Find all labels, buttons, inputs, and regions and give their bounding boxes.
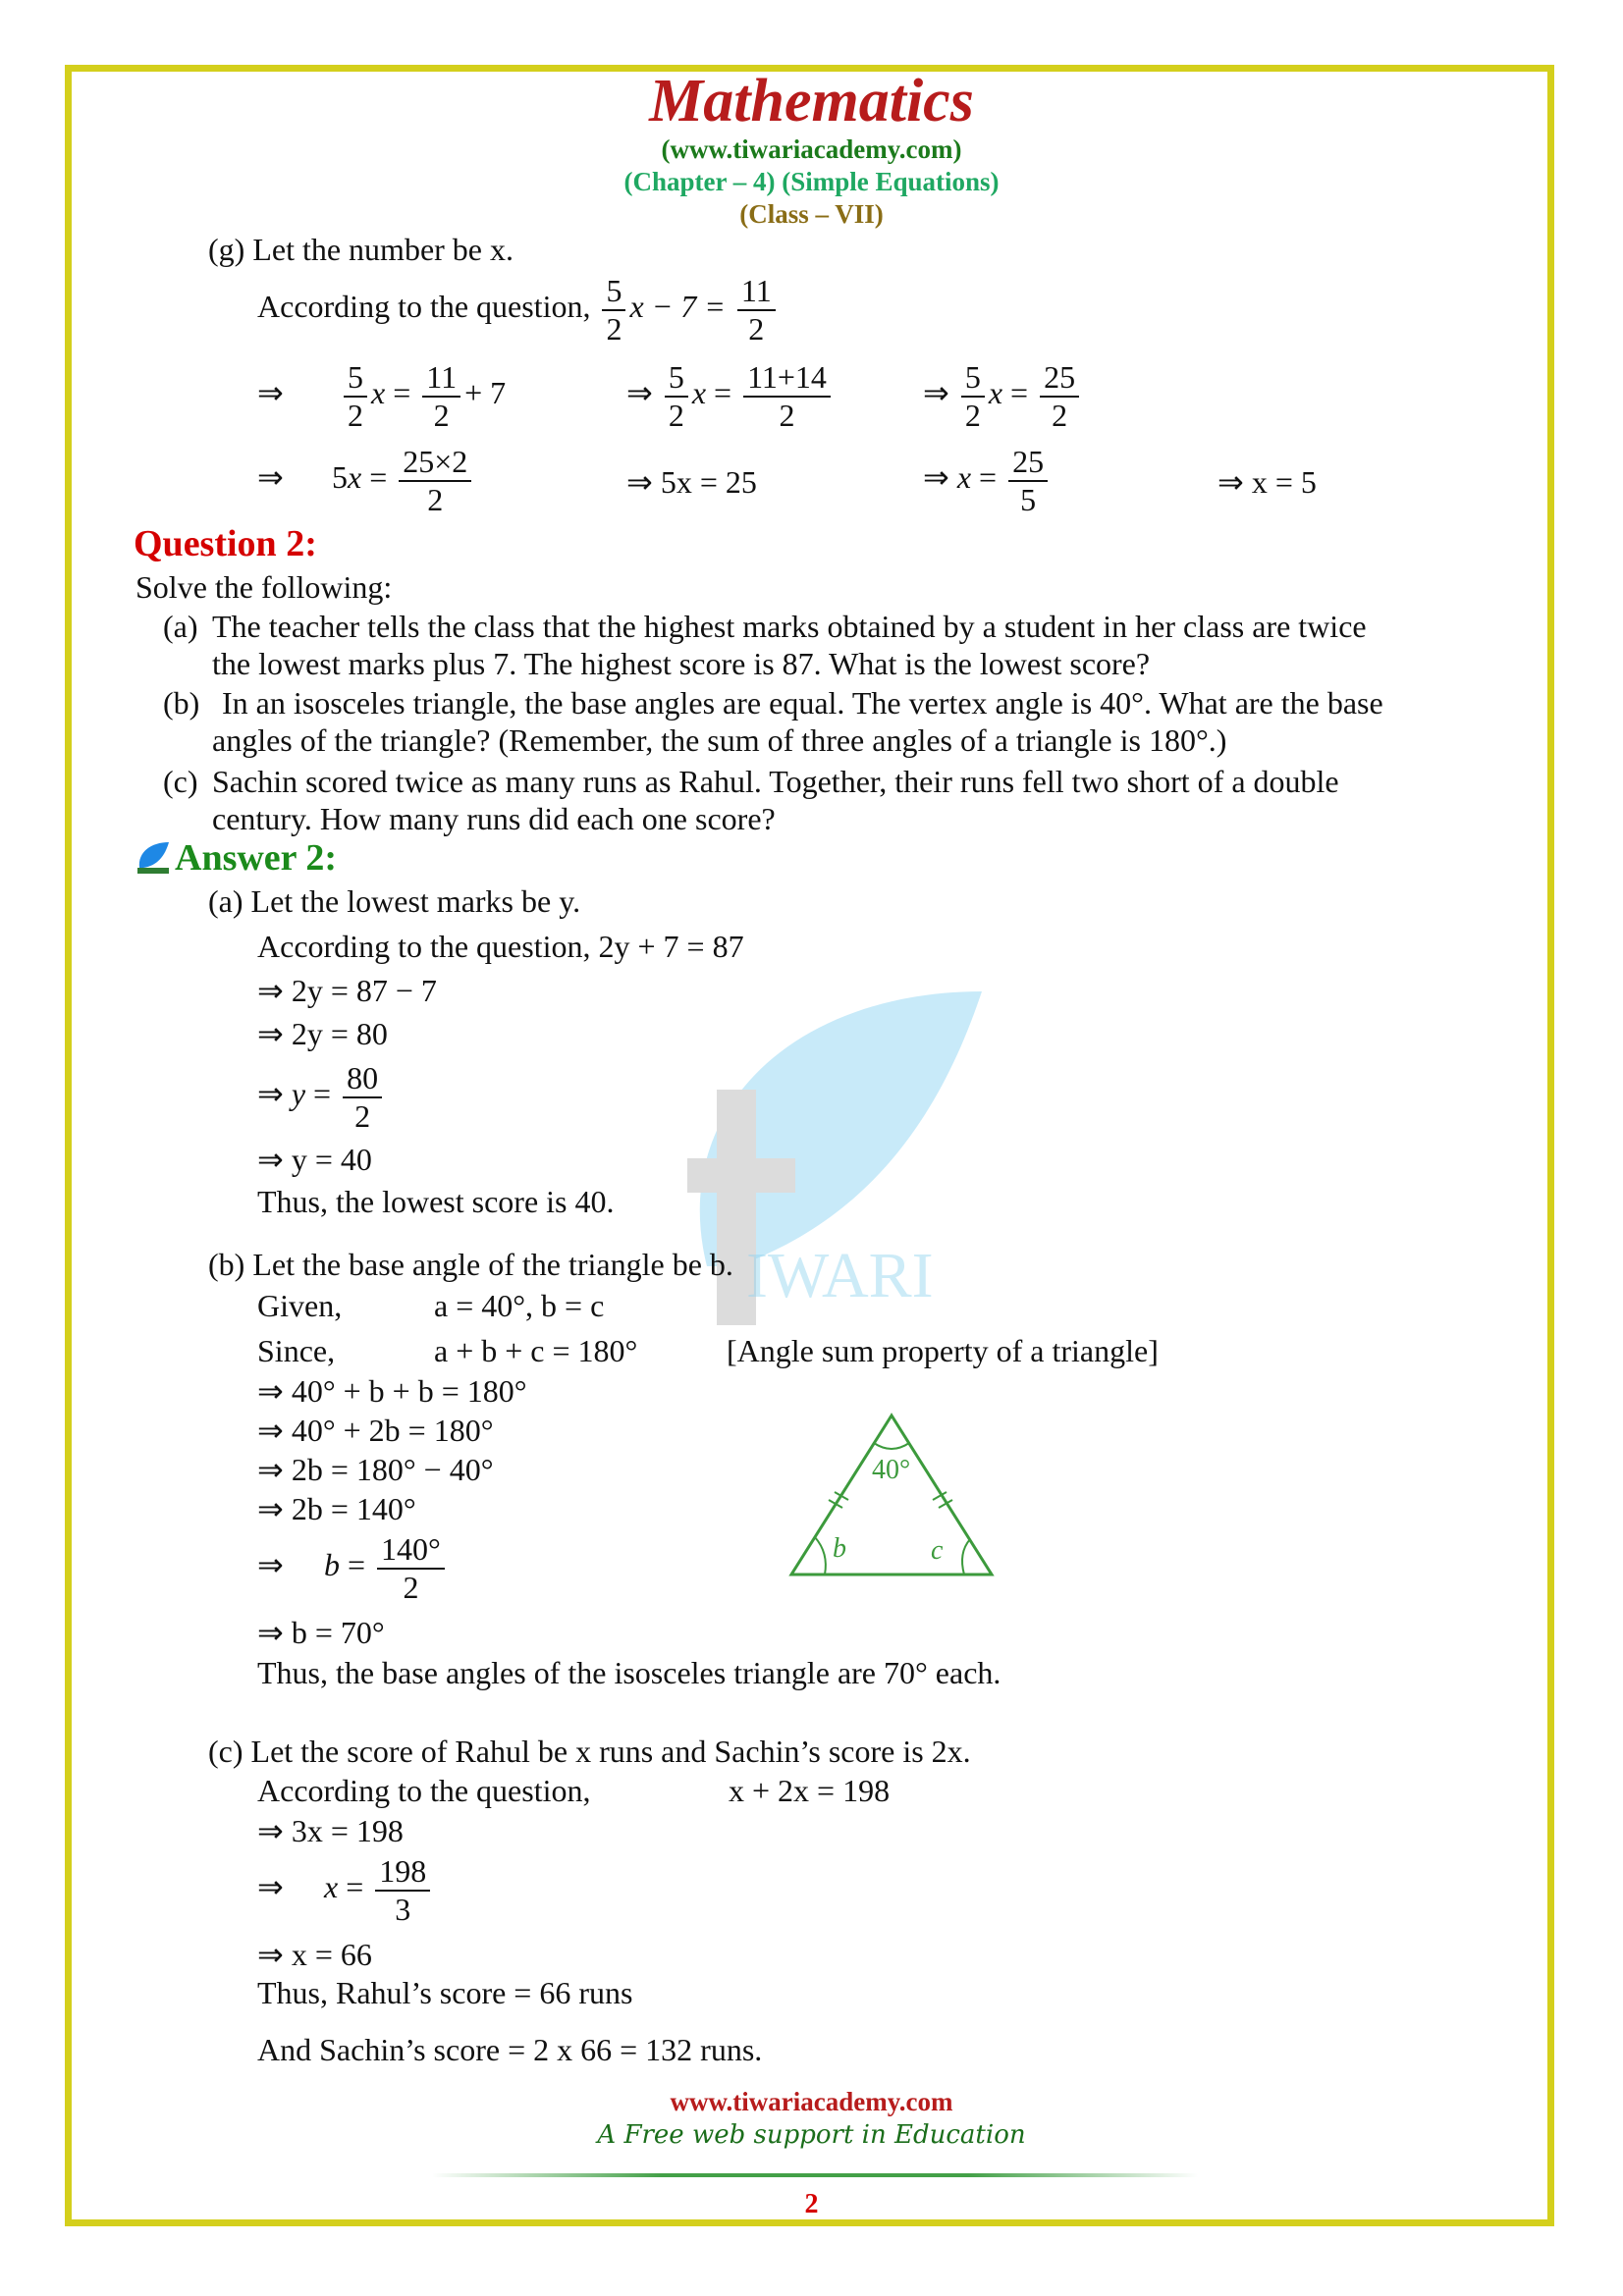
answer-a-step-2: ⇒ 2y = 80 (257, 1016, 388, 1051)
answer-a-conclusion: Thus, the lowest score is 40. (257, 1184, 615, 1219)
question-c-label: (c) (163, 764, 198, 799)
answer-c-conclusion-2: And Sachin’s score = 2 x 66 = 132 runs. (257, 2032, 763, 2067)
answer-c-equation: x + 2x = 198 (729, 1773, 891, 1808)
answer-c-intro: (c) Let the score of Rahul be x runs and Sachin’s score is 2x. (208, 1734, 971, 1769)
answer-a-intro: (a) Let the lowest marks be y. (208, 883, 581, 919)
answer-b-given: a = 40°, b = c (434, 1288, 605, 1323)
header-class: (Class – VII) (739, 199, 884, 229)
watermark-text: IWARI (746, 1240, 934, 1311)
part-g-intro: (g) Let the number be x. (208, 232, 514, 267)
answer-c-conclusion-1: Thus, Rahul’s score = 66 runs (257, 1975, 633, 2010)
page-title: Mathematics (649, 68, 974, 134)
part-g-step-5: ⇒ 5x = 25 (626, 464, 757, 500)
triangle-vertex-label: 40° (872, 1455, 911, 1485)
question-a-line-2: the lowest marks plus 7. The highest score is 87. What is the lowest score? (212, 646, 1151, 681)
header-website: (www.tiwariacademy.com) (661, 134, 962, 164)
part-g-step-6: ⇒ x = $\frac{25}{5}$ (923, 444, 1052, 518)
part-g-equation: According to the question, $\frac{5}{2}$ x − 7 = $\frac{11}{2}$ (257, 273, 780, 347)
part-g-step-3: ⇒ $\frac{5}{2}$ x = $\frac{25}{2}$ (923, 359, 1083, 434)
answer-b-since: a + b + c = 180° (434, 1333, 638, 1368)
part-g-step-7: ⇒ x = 5 (1217, 464, 1317, 500)
triangle-diagram (782, 1410, 1003, 1591)
answer-a-step-4: ⇒ y = 40 (257, 1142, 372, 1177)
answer-heading: Answer 2: (175, 837, 338, 879)
answer-c-step-3: ⇒ x = 66 (257, 1937, 372, 1972)
answer-a-step-1: ⇒ 2y = 87 − 7 (257, 973, 437, 1008)
part-g-step-1: ⇒ $\frac{5}{2}$ x = $\frac{11}{2}$ + 7 (257, 359, 507, 433)
question-heading: Question 2: (134, 523, 317, 564)
question-b-line-1: In an isosceles triangle, the base angles are equal. The vertex angle is 40°. What are the base (222, 685, 1383, 721)
page-number: 2 (804, 2189, 819, 2219)
question-c-line-1: Sachin scored twice as many runs as Rahul. Together, their runs fell two short of a double (212, 764, 1339, 799)
answer-logo-icon (135, 840, 171, 881)
answer-a-step-3: ⇒ y = $\frac{80}{2}$ (257, 1060, 386, 1135)
answer-b-conclusion: Thus, the base angles of the isosceles triangle are 70° each. (257, 1655, 1001, 1690)
answer-a-according: According to the question, 2y + 7 = 87 (257, 929, 744, 964)
question-b-line-2: angles of the triangle? (Remember, the sum of three angles of a triangle is 180°.) (212, 722, 1227, 758)
footer-divider (432, 2173, 1198, 2177)
question-a-label: (a) (163, 609, 198, 644)
footer-tagline: A Free web support in Education (597, 2120, 1026, 2150)
question-b-label: (b) (163, 685, 200, 721)
part-g-step-2: ⇒ $\frac{5}{2}$ x = $\frac{11+14}{2}$ (626, 359, 835, 434)
answer-b-property: [Angle sum property of a triangle] (727, 1333, 1159, 1368)
answer-c-according: According to the question, (257, 1773, 591, 1808)
answer-b-step-4: ⇒ 2b = 140° (257, 1491, 416, 1526)
answer-b-step-5: ⇒ b = $\frac{140^\circ}{2}$ (257, 1531, 449, 1606)
answer-b-given-label: Given, (257, 1288, 343, 1323)
answer-b-step-1: ⇒ 40° + b + b = 180° (257, 1373, 527, 1409)
answer-b-intro: (b) Let the base angle of the triangle be b. (208, 1247, 733, 1282)
question-c-line-2: century. How many runs did each one score? (212, 801, 776, 836)
triangle-base-c-label: c (931, 1535, 944, 1566)
answer-c-step-1: ⇒ 3x = 198 (257, 1813, 404, 1848)
according-text: According to the question, (257, 289, 591, 325)
footer-website[interactable]: www.tiwariacademy.com (670, 2087, 953, 2116)
answer-b-since-label: Since, (257, 1333, 336, 1368)
answer-c-step-2: ⇒ x = $\frac{198}{3}$ (257, 1853, 434, 1928)
header-chapter: (Chapter – 4) (Simple Equations) (623, 167, 1000, 196)
question-a-line-1: The teacher tells the class that the highest marks obtained by a student in her class are twice (212, 609, 1367, 644)
answer-b-step-3: ⇒ 2b = 180° − 40° (257, 1452, 494, 1487)
question-instruction: Solve the following: (135, 569, 393, 605)
triangle-base-b-label: b (833, 1533, 846, 1564)
answer-b-step-2: ⇒ 40° + 2b = 180° (257, 1413, 494, 1448)
part-g-step-4: ⇒ 5x = $\frac{25\times 2}{2}$ (257, 444, 475, 518)
answer-b-step-6: ⇒ b = 70° (257, 1615, 385, 1650)
